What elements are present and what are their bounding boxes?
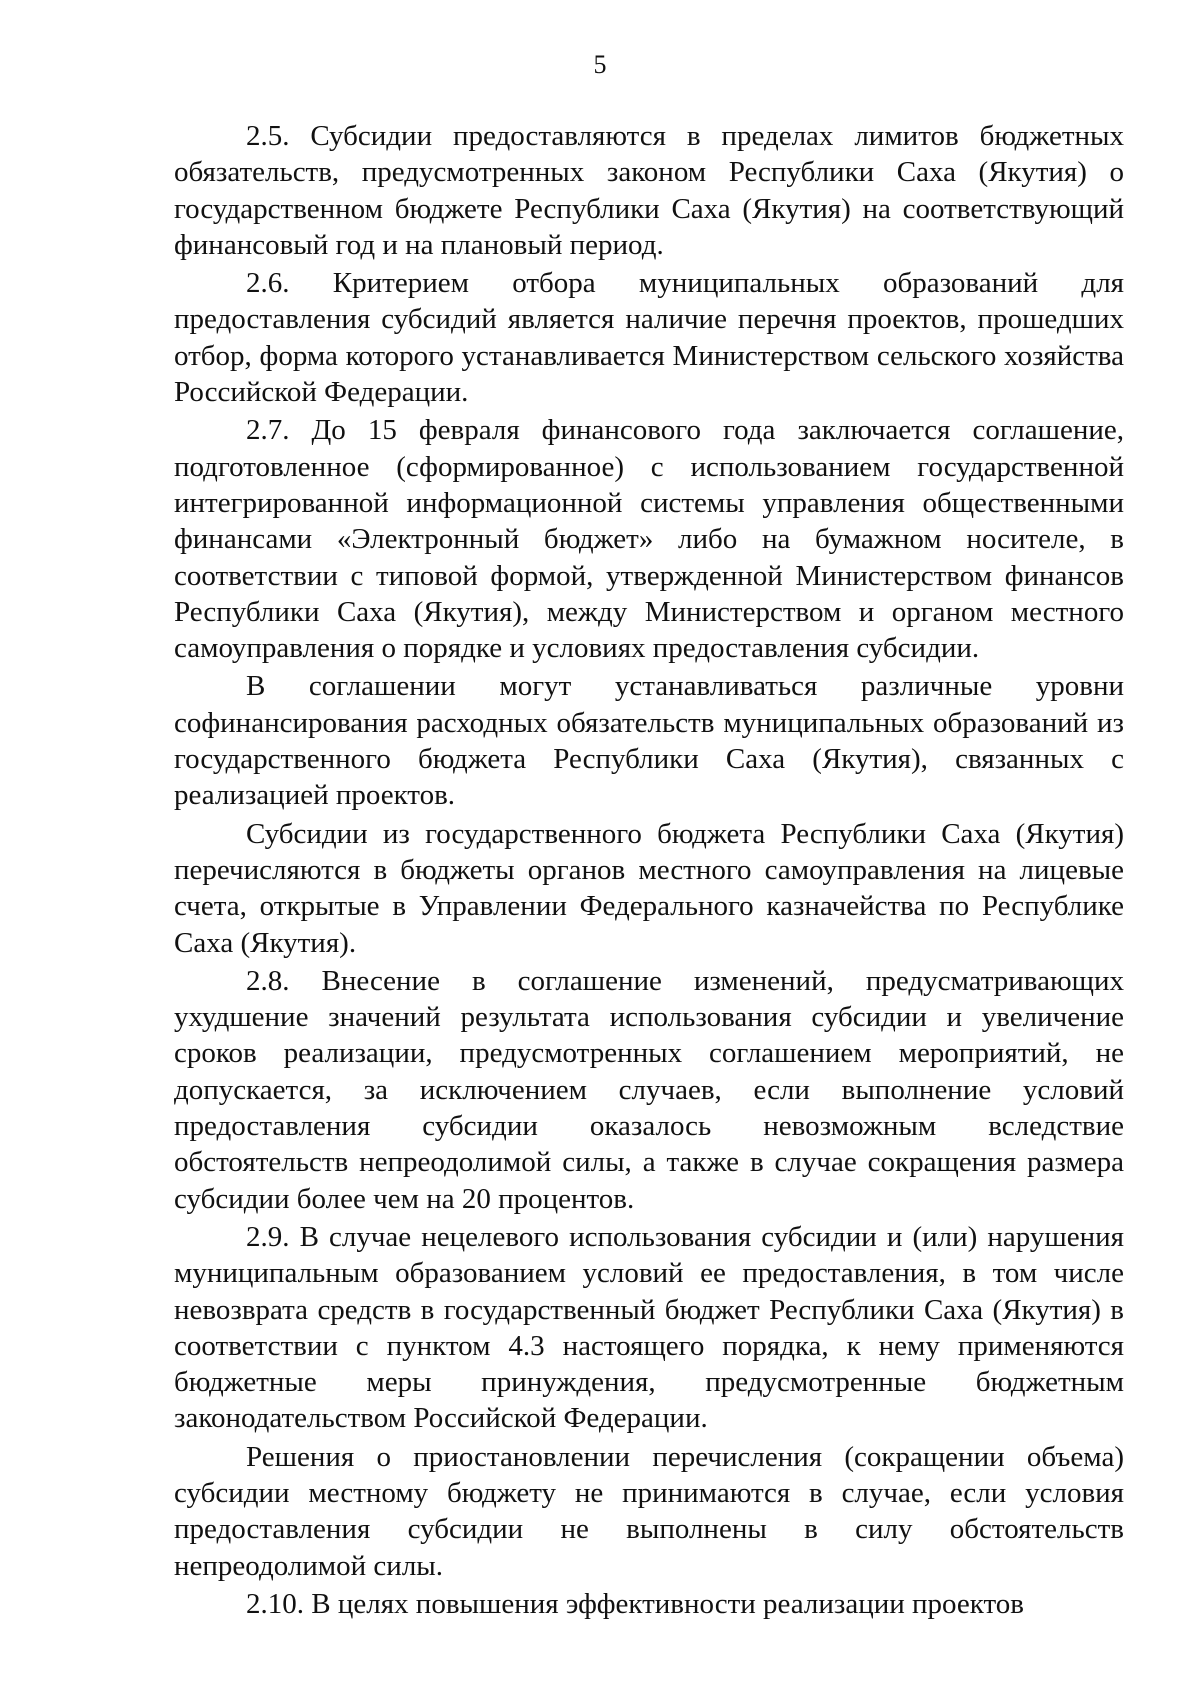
paragraph-cofinancing: В соглашении могут устанавливаться различные уровни софинансирования расходных обязательств муниципальных образований из государственного бюджета Республики Саха (Якутия), связанных с реализацией проектов. bbox=[174, 670, 1124, 812]
paragraph-suspension-decisions: Решения о приостановлении перечисления (сокращении объема) субсидии местному бюджету не принимаются в случае, если условия предоставления субсидии не выполнены в силу обстоятельств непреодолимой силы. bbox=[174, 1440, 1124, 1582]
paragraph-2-6: 2.6. Критерием отбора муниципальных образований для предоставления субсидий является наличие перечня проектов, прошедших отбор, форма которого устанавливается Министерством сельского хозяйства Российской Федерации. bbox=[174, 267, 1124, 409]
paragraph-2-7: 2.7. До 15 февраля финансового года заключается соглашение, подготовленное (сформированное) с использованием государственной интегрированной информационной системы управления общественными финансами «Электронный бюджет» либо на бумажном носителе, в соответствии с типовой формой, утвержденной Министерством финансов Республики Саха (Якутия), между Министерством и органом местного самоуправления о порядке и условиях предоставления субсидии. bbox=[174, 414, 1124, 665]
paragraph-transfer-accounts: Субсидии из государственного бюджета Республики Саха (Якутия) перечисляются в бюджеты органов местного самоуправления на лицевые счета, открытые в Управлении Федерального казначейства по Республике Саха (Якутия). bbox=[174, 817, 1124, 959]
page-number: 5 bbox=[593, 50, 607, 79]
paragraph-2-9: 2.9. В случае нецелевого использования субсидии и (или) нарушения муниципальным образованием условий ее предоставления, в том числе невозврата средств в государственный бюджет Республики Саха (Якутия) в соответствии с пунктом 4.3 настоящего порядка, к нему применяются бюджетные меры принуждения, предусмотренные бюджетным законодательством Российской Федерации. bbox=[174, 1220, 1124, 1435]
document-body bbox=[174, 118, 1124, 1624]
paragraph-2-8: 2.8. Внесение в соглашение изменений, предусматривающих ухудшение значений результата использования субсидии и увеличение сроков реализации, предусмотренных соглашением мероприятий, не допускается, за исключением случаев, если выполнение условий предоставления субсидии оказалось невозможным вследствие обстоятельств непреодолимой силы, а также в случае сокращения размера субсидии более чем на 20 процентов. bbox=[174, 964, 1124, 1215]
paragraph-2-10: 2.10. В целях повышения эффективности реализации проектов bbox=[246, 1587, 1024, 1620]
paragraph-2-5: 2.5. Субсидии предоставляются в пределах лимитов бюджетных обязательств, предусмотренных законом Республики Саха (Якутия) о государственном бюджете Республики Саха (Якутия) на соответствующий финансовый год и на плановый период. bbox=[174, 120, 1124, 261]
